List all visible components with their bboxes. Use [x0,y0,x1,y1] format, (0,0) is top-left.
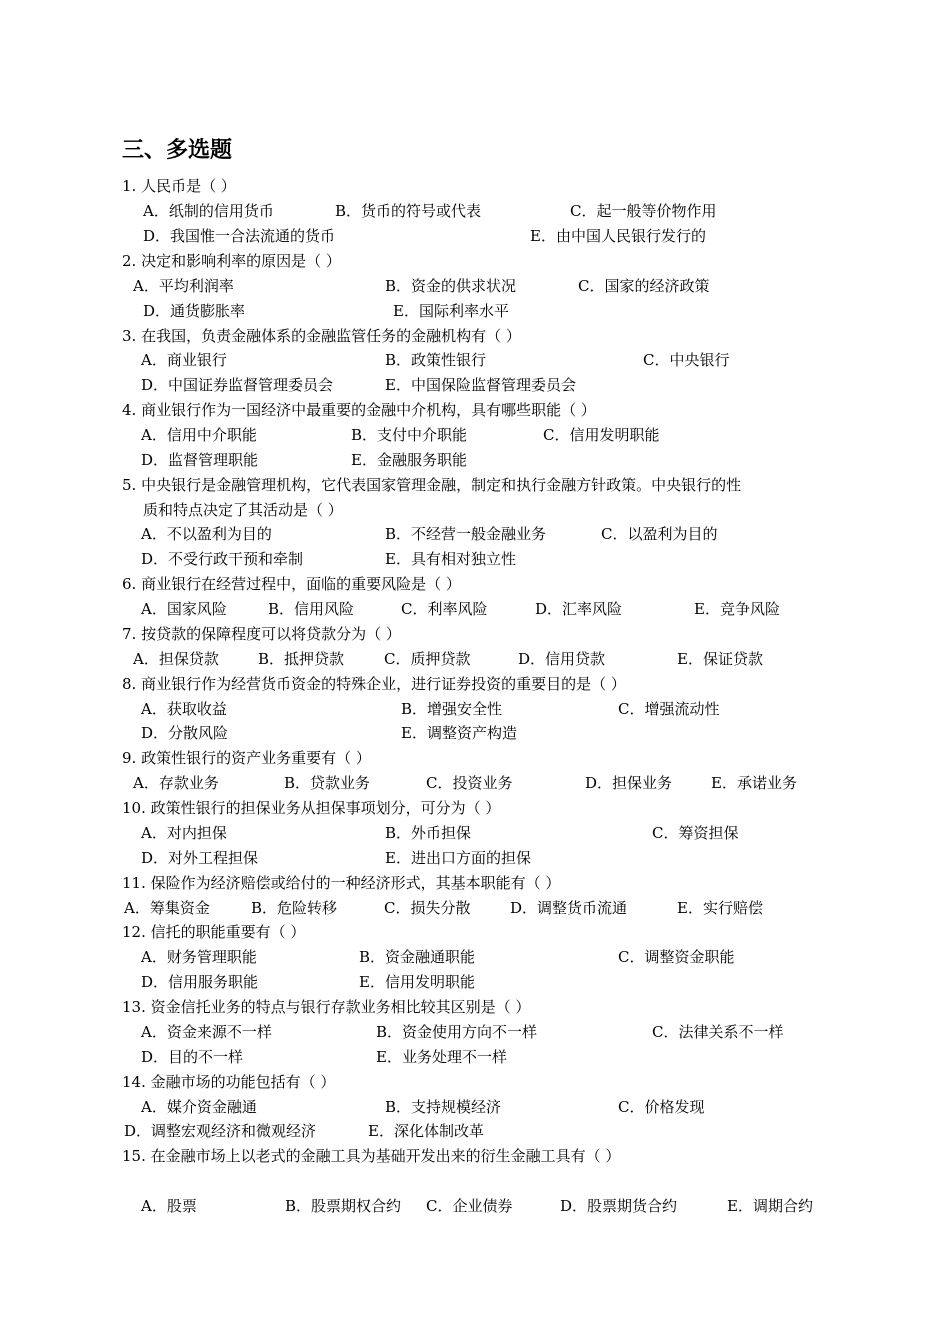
answer-option: C．企业债券 [426,1197,513,1215]
answer-option: D．监督管理职能 [141,451,259,469]
question-stem: 14. 金融市场的功能包括有（ ） [122,1073,336,1091]
answer-option: A．平均利润率 [133,277,234,295]
answer-option: E．竞争风险 [694,600,780,618]
answer-option: C．国家的经济政策 [578,277,710,295]
answer-option: E．中国保险监督管理委员会 [385,376,576,394]
answer-option: A．对内担保 [141,824,227,842]
answer-option: D．目的不一样 [141,1048,244,1066]
answer-option: E．调整资产构造 [401,724,517,742]
question-stem: 13. 资金信托业务的特点与银行存款业务相比较其区别是（ ） [122,998,531,1016]
answer-option: C．损失分散 [384,899,471,917]
answer-option: B．支付中介职能 [351,426,468,444]
question-stem: 2. 决定和影响利率的原因是（ ） [122,252,341,270]
answer-option: C．投资业务 [426,774,513,792]
answer-option: D．信用贷款 [518,650,606,668]
answer-option: A．获取收益 [141,700,227,718]
answer-option: A．资金来源不一样 [141,1023,272,1041]
question-stem: 4. 商业银行作为一国经济中最重要的金融中介机构，具有哪些职能（ ） [122,401,596,419]
answer-option: B．资金融通职能 [359,948,476,966]
answer-option: D．中国证券监督管理委员会 [141,376,334,394]
answer-option: E．保证贷款 [677,650,763,668]
question-stem: 7. 按贷款的保障程度可以将贷款分为（ ） [122,625,401,643]
answer-option: E．业务处理不一样 [376,1048,507,1066]
question-stem: 12. 信托的职能重要有（ ） [122,923,306,941]
answer-option: A．媒介资金融通 [141,1098,257,1116]
answer-option: E．进出口方面的担保 [385,849,531,867]
answer-option: C．增强流动性 [618,700,720,718]
answer-option: A．担保贷款 [133,650,219,668]
question-stem: 15. 在金融市场上以老式的金融工具为基础开发出来的衍生金融工具有（ ） [122,1147,621,1165]
answer-option: D．对外工程担保 [141,849,259,867]
answer-option: D．股票期货合约 [560,1197,678,1215]
answer-option: A．国家风险 [141,600,227,618]
answer-option: C．质押贷款 [384,650,471,668]
answer-option: B．股票期权合约 [285,1197,402,1215]
answer-option: A．纸制的信用货币 [143,202,274,220]
answer-option: A．商业银行 [141,351,227,369]
answer-option: B．外币担保 [385,824,472,842]
answer-option: A．信用中介职能 [141,426,257,444]
answer-option: C．法律关系不一样 [652,1023,784,1041]
question-stem: 9. 政策性银行的资产业务重要有（ ） [122,749,371,767]
answer-option: A．筹集资金 [124,899,210,917]
answer-option: D．信用服务职能 [141,973,259,991]
answer-option: E．承诺业务 [711,774,797,792]
answer-option: E．深化体制改革 [368,1122,484,1140]
question-stem: 6. 商业银行在经营过程中，面临的重要风险是（ ） [122,575,461,593]
question-stem: 1. 人民币是（ ） [122,177,236,195]
answer-option: B．不经营一般金融业务 [385,525,547,543]
answer-option: E．调期合约 [727,1197,813,1215]
answer-option: E．具有相对独立性 [385,550,516,568]
answer-option: C．利率风险 [401,600,488,618]
answer-option: B．信用风险 [268,600,355,618]
answer-option: D．担保业务 [585,774,673,792]
question-stem: 3. 在我国，负责金融体系的金融监管任务的金融机构有（ ） [122,327,521,345]
section-title: 三、多选题 [122,138,233,163]
answer-option: B．资金使用方向不一样 [376,1023,538,1041]
answer-option: D．分散风险 [141,724,229,742]
answer-option: B．增强安全性 [401,700,503,718]
answer-option: B．贷款业务 [284,774,371,792]
answer-option: C．价格发现 [618,1098,705,1116]
answer-option: E．信用发明职能 [359,973,475,991]
answer-option: A．存款业务 [133,774,219,792]
question-stem: 10. 政策性银行的担保业务从担保事项划分，可分为（ ） [122,799,501,817]
answer-option: B．抵押贷款 [258,650,345,668]
answer-option: A．股票 [141,1197,197,1215]
answer-option: D．不受行政干预和牵制 [141,550,304,568]
answer-option: B．政策性银行 [385,351,487,369]
answer-option: C．中央银行 [643,351,730,369]
answer-option: C．起一般等价物作用 [570,202,717,220]
answer-option: B．危险转移 [251,899,338,917]
answer-option: C．调整资金职能 [618,948,735,966]
answer-option: D．汇率风险 [535,600,623,618]
answer-option: A．财务管理职能 [141,948,257,966]
question-stem: 8. 商业银行作为经营货币资金的特殊企业，进行证券投资的重要目的是（ ） [122,675,626,693]
question-stem: 11. 保险作为经济赔偿或给付的一种经济形式，其基本职能有（ ） [122,874,561,892]
answer-option: D．我国惟一合法流通的货币 [143,227,336,245]
answer-option: B．支持规模经济 [385,1098,502,1116]
answer-option: C．筹资担保 [652,824,739,842]
answer-option: B．资金的供求状况 [385,277,517,295]
answer-option: D．调整宏观经济和微观经济 [124,1122,317,1140]
question-stem: 质和特点决定了其活动是（ ） [143,501,343,519]
answer-option: C．以盈利为目的 [601,525,718,543]
answer-option: E．金融服务职能 [351,451,467,469]
answer-option: E．实行赔偿 [677,899,763,917]
answer-option: E．由中国人民银行发行的 [530,227,706,245]
answer-option: D．调整货币流通 [510,899,628,917]
answer-option: B．货币的符号或代表 [335,202,482,220]
answer-option: C．信用发明职能 [543,426,660,444]
question-stem: 5. 中央银行是金融管理机构，它代表国家管理金融，制定和执行金融方针政策。中央银行的性 [122,476,742,494]
answer-option: A．不以盈利为目的 [141,525,272,543]
answer-option: E．国际利率水平 [393,302,509,320]
answer-option: D．通货膨胀率 [143,302,246,320]
